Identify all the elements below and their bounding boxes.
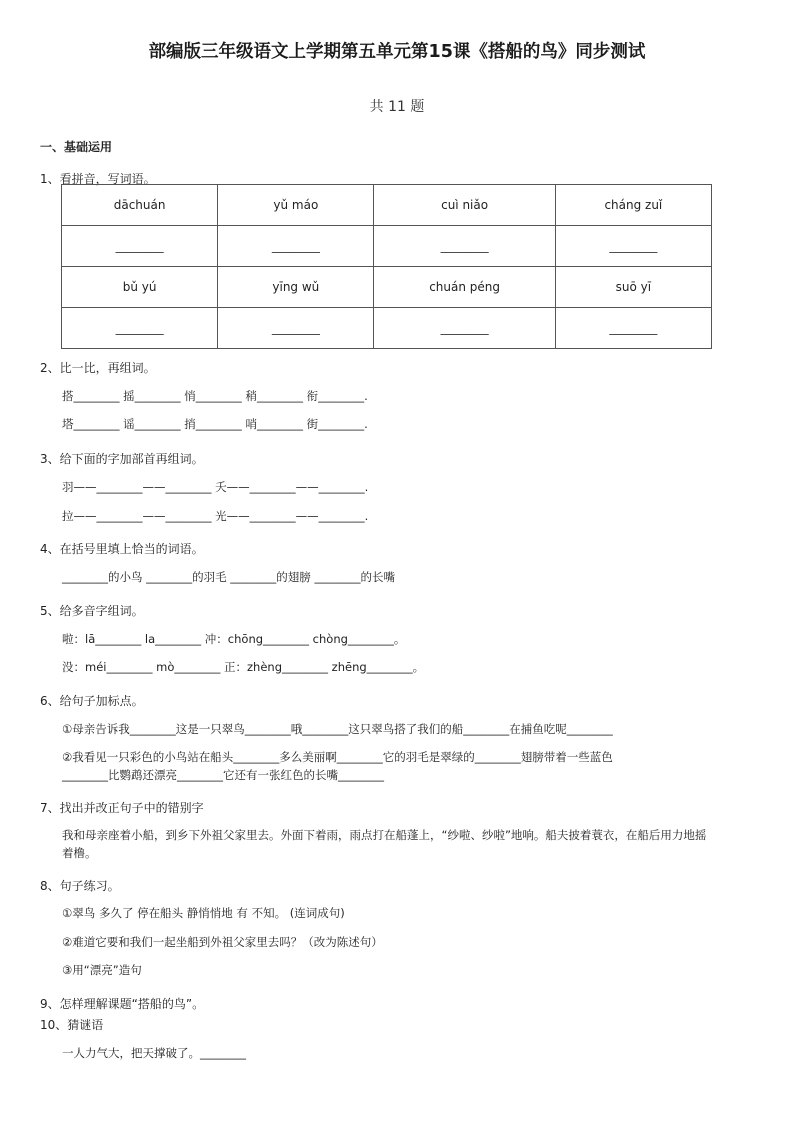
question-8-label: 8、句子练习。 bbox=[40, 879, 120, 893]
pinyin-cell: cuì niǎo bbox=[374, 185, 555, 226]
answer-blank[interactable]: ________ bbox=[62, 226, 218, 267]
answer-blank[interactable]: ________ bbox=[374, 308, 555, 349]
question-6-line-2: ②我看见一只彩色的小鸟站在船头________多么美丽啊________它的羽毛是翠绿的________翅膀带着一些蓝色 bbox=[62, 750, 613, 764]
pinyin-cell: suō yī bbox=[555, 267, 711, 308]
question-6-line-3: ________比鹦鹉还漂亮________它还有一张红色的长嘴________ bbox=[62, 768, 384, 782]
question-10-line-1: 一人力气大，把天撑破了。________ bbox=[62, 1046, 246, 1060]
question-count: 共 11 题 bbox=[369, 99, 425, 115]
answer-blank[interactable]: ________ bbox=[555, 226, 711, 267]
question-7-label: 7、找出并改正句子中的错别字 bbox=[40, 801, 204, 815]
question-2-line-2: 塔________ 谣________ 捎________ 哨________ 街________. bbox=[62, 417, 368, 431]
pinyin-table bbox=[61, 184, 712, 349]
question-8-line-3: ③用“漂亮”造句 bbox=[62, 963, 142, 977]
page-title: 部编版三年级语文上学期第五单元第15课《搭船的鸟》同步测试 bbox=[148, 42, 646, 62]
question-6-line-1: ①母亲告诉我________这是一只翠鸟________哦________这只翠鸟搭了我们的船________在捕鱼吃呢________ bbox=[62, 722, 613, 736]
question-3-line-1: 羽——________——________ 夭——________——________. bbox=[62, 480, 369, 494]
question-6-label: 6、给句子加标点。 bbox=[40, 694, 144, 708]
table-row bbox=[62, 308, 712, 349]
section-heading: 一、基础运用 bbox=[40, 140, 113, 154]
pinyin-cell: chuán péng bbox=[374, 267, 555, 308]
table-row bbox=[62, 226, 712, 267]
question-5-line-1: 啦：lā________ la________ 冲：chōng________ chòng________。 bbox=[62, 632, 406, 646]
answer-blank[interactable]: ________ bbox=[218, 226, 374, 267]
question-4-label: 4、在括号里填上恰当的词语。 bbox=[40, 542, 204, 556]
answer-blank[interactable]: ________ bbox=[555, 308, 711, 349]
pinyin-cell: yǔ máo bbox=[218, 185, 374, 226]
question-7-passage: 我和母亲座着小船，到乡下外祖父家里去。外面下着雨，雨点打在船蓬上，“纱啦、纱啦”地响。船夫披着蓑衣，在船后用力地摇着橹。 bbox=[62, 828, 707, 860]
question-10-label: 10、猜谜语 bbox=[40, 1018, 104, 1032]
question-9-label: 9、怎样理解课题“搭船的鸟”。 bbox=[40, 997, 205, 1011]
question-8-line-2: ②难道它要和我们一起坐船到外祖父家里去吗？（改为陈述句） bbox=[62, 935, 383, 949]
question-2-line-1: 搭________ 摇________ 悄________ 稍________ 衔________. bbox=[62, 389, 368, 403]
answer-blank[interactable]: ________ bbox=[62, 308, 218, 349]
question-8-line-1: ①翠鸟 多久了 停在船头 静悄悄地 有 不知。 (连词成句) bbox=[62, 906, 345, 920]
table-row bbox=[62, 185, 712, 226]
table-row bbox=[62, 267, 712, 308]
question-1-label: 1、看拼音，写词语。 bbox=[40, 172, 156, 186]
pinyin-cell: bǔ yú bbox=[62, 267, 218, 308]
question-3-label: 3、给下面的字加部首再组词。 bbox=[40, 452, 204, 466]
question-4-line-1: ________的小鸟 ________的羽毛 ________的翅膀 ________的长嘴 bbox=[62, 570, 395, 584]
question-3-line-2: 拉——________——________ 光——________——________. bbox=[62, 509, 369, 523]
answer-blank[interactable]: ________ bbox=[218, 308, 374, 349]
pinyin-cell: cháng zuǐ bbox=[555, 185, 711, 226]
question-2-label: 2、比一比，再组词。 bbox=[40, 361, 156, 375]
question-5-line-2: 没：méi________ mò________ 正：zhèng________ zhēng________。 bbox=[62, 660, 425, 674]
pinyin-cell: yīng wǔ bbox=[218, 267, 374, 308]
answer-blank[interactable]: ________ bbox=[374, 226, 555, 267]
pinyin-cell: dāchuán bbox=[62, 185, 218, 226]
question-5-label: 5、给多音字组词。 bbox=[40, 604, 144, 618]
